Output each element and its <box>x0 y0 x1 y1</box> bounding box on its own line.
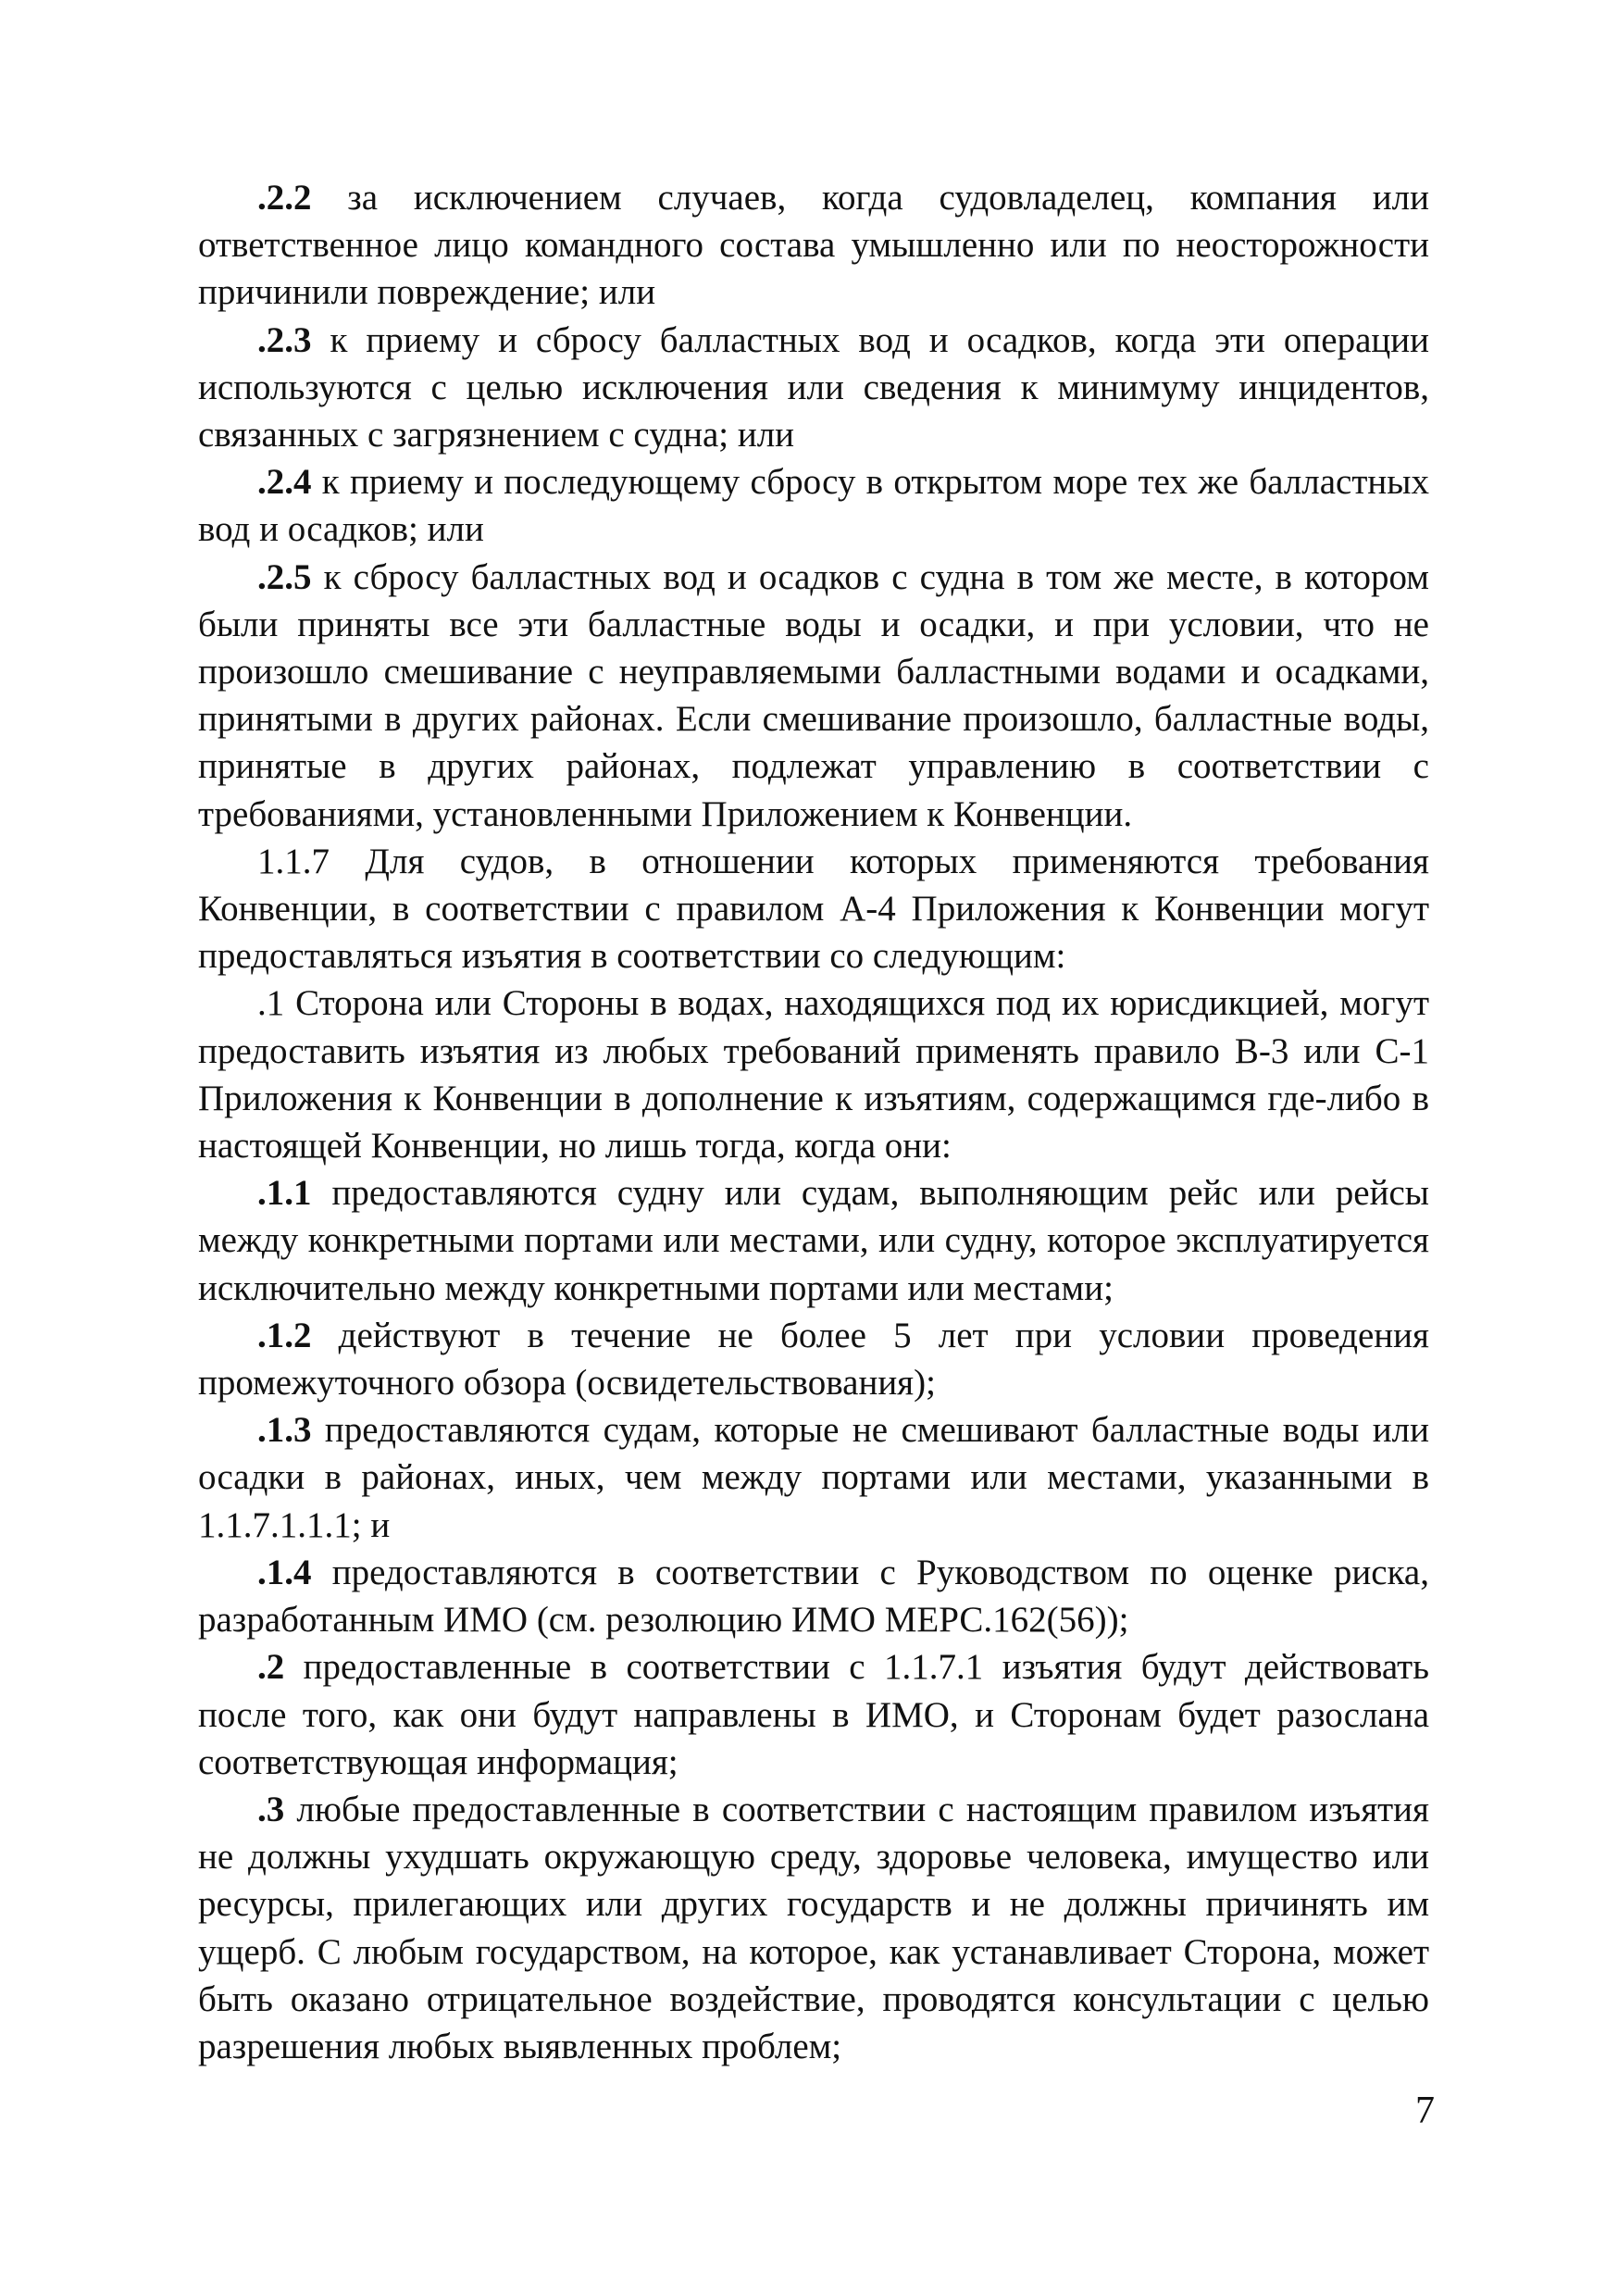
paragraph-1-4 <box>198 1549 1429 1643</box>
paragraph-number: .2.4 <box>257 462 312 503</box>
paragraph-number: .1.3 <box>257 1410 312 1451</box>
paragraph-text: предоставляются судну или судам, выполняющим рейс или рейсы между конкретными портами или местами, или судну, которое эксплуатируется исключительно между конкретными портами или местами; <box>198 1173 1429 1308</box>
paragraph-number: .2.3 <box>257 319 312 360</box>
paragraph-number: .2.5 <box>257 556 312 597</box>
paragraph-1-2 <box>198 1312 1429 1406</box>
paragraph-2 <box>198 1643 1429 1786</box>
page-number: 7 <box>1415 2090 1435 2132</box>
paragraph-text: 1.1.7 Для судов, в отношении которых применяются требования Конвенции, в соответствии с правилом А-4 Приложения к Конвенции могут предоставляться изъятия в соответствии со следующим: <box>198 841 1429 977</box>
paragraph-2-4 <box>198 458 1429 553</box>
paragraph-text: предоставляются в соответствии с Руководством по оценке риска, разработанным ИМО (см. резолюцию ИМО МЕРС.162(56)); <box>198 1552 1429 1641</box>
paragraph-1-1 <box>198 1169 1429 1312</box>
body-text <box>198 174 1429 2070</box>
paragraph-text: предоставляются судам, которые не смешивают балластные воды или осадки в районах, иных, чем между портами или местами, указанными в 1.1.7.1.1.1; и <box>198 1410 1429 1545</box>
paragraph-text: к приему и сбросу балластных вод и осадков, когда эти операции используются с целью исключения или сведения к минимуму инцидентов, связанных с загрязнением с судна; или <box>198 319 1429 455</box>
paragraph-number: .1.1 <box>257 1173 312 1214</box>
paragraph-2-2 <box>198 174 1429 317</box>
paragraph-1 <box>198 980 1429 1169</box>
paragraph-text: действуют в течение не более 5 лет при условии проведения промежуточного обзора (освидетельствования); <box>198 1315 1429 1404</box>
paragraph-number: .2.2 <box>257 178 312 218</box>
paragraph-number: .1.4 <box>257 1552 312 1592</box>
paragraph-1-1-7 <box>198 838 1429 980</box>
paragraph-text: любые предоставленные в соответствии с настоящим правилом изъятия не должны ухудшать окружающую среду, здоровье человека, имущество или ресурсы, прилегающих или других государств и не должны причинять им ущерб. С любым государством, на которое, как устанавливает Сторона, может быть оказано отрицательное воздействие, проводятся консультации с целью разрешения любых выявленных проблем; <box>198 1789 1429 2066</box>
paragraph-number: .2 <box>257 1647 285 1688</box>
paragraph-text: к сбросу балластных вод и осадков с судна в том же месте, в котором были приняты все эти балластные воды и осадки, и при условии, что не произошло смешивание с неуправляемыми балластными водами и осадками, принятыми в других районах. Если смешивание произошло, балластные воды, принятые в других районах, подлежат управлению в соответствии с требованиями, установленными Приложением к Конвенции. <box>198 556 1429 834</box>
paragraph-2-3 <box>198 317 1429 459</box>
paragraph-text: к приему и последующему сбросу в открытом море тех же балластных вод и осадков; или <box>198 462 1429 550</box>
paragraph-1-3 <box>198 1406 1429 1549</box>
paragraph-text: .1 Сторона или Стороны в водах, находящихся под их юрисдикцией, могут предоставить изъятия из любых требований применять правило В-3 или С-1 Приложения к Конвенции в дополнение к изъятиям, содержащимся где-либо в настоящей Конвенции, но лишь тогда, когда они: <box>198 983 1429 1167</box>
paragraph-number: .3 <box>257 1789 285 1829</box>
paragraph-number: .1.2 <box>257 1315 312 1355</box>
paragraph-text: предоставленные в соответствии с 1.1.7.1 изъятия будут действовать после того, как они будут направлены в ИМО, и Сторонам будет разослана соответствующая информация; <box>198 1647 1429 1782</box>
paragraph-3 <box>198 1786 1429 2070</box>
paragraph-2-5 <box>198 554 1429 838</box>
paragraph-text: за исключением случаев, когда судовладелец, компания или ответственное лицо командного состава умышленно или по неосторожности причинили повреждение; или <box>198 178 1429 313</box>
